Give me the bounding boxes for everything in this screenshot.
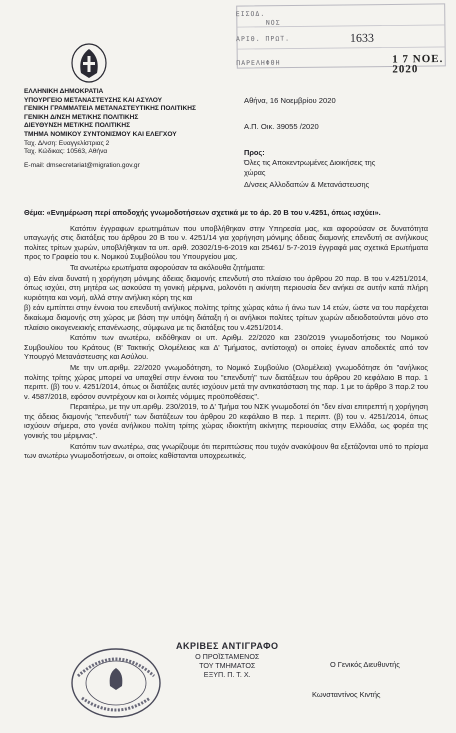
subject-line: Θέμα: «Ενημέρωση περί αποδοχής γνωμοδοτήσεων σχετικά με το άρ. 20 Β του ν.4251, όπως ισχύει».: [24, 208, 381, 217]
paragraph: Κατόπιν των ανωτέρω, εκδόθηκαν οι υπ. Αριθμ. 22/2020 και 230/2019 γνωμοδοτήσεις του Νομικού Συμβουλίου του Κράτους (Β' Τακτικής Ολομέλειας και Δ' Τμήματος, αντίστοιχα) οι οποίες έγιναν αποδεκτές από τον Υπουργό Μετανάστευσης και Ασύλου.: [24, 333, 428, 362]
stamp-line-4: ΠΑΡΕΛΗΦΘΗ: [236, 58, 281, 68]
stamp-protocol-number: 1633: [349, 30, 375, 45]
certified-line-3: ΕΞΥΠ. Π. Τ. Χ.: [203, 669, 251, 679]
header-line-1: ΕΛΛΗΝΙΚΗ ΔΗΜΟΚΡΑΤΙΑ: [24, 88, 104, 95]
recipient-line-3: Δ/νσεις Αλλοδαπών & Μετανάστευσης: [244, 180, 370, 189]
stamp-date: 1 7 ΝΟΕ. 2020: [392, 52, 444, 76]
place-date: Αθήνα, 16 Νοεμβρίου 2020: [244, 96, 336, 105]
issuing-authority-header: [24, 88, 234, 170]
header-postcode: Ταχ. Κώδικας: 10563, Αθήνα: [24, 148, 108, 156]
recipient-line-1: Όλες τις Αποκεντρωμένες Διοικήσεις της: [244, 158, 376, 167]
paragraph: α) Εάν είναι δυνατή η χορήγηση μόνιμης άδειας διαμονής επενδυτή στο πλαίσιο του άρθρου 20 παρ. Β του ν.4251/2014, όπως ισχύει, στη μητέρα ως ασκούσα τη γονική μέριμνα, μολονότι η ακίνητη περιουσία δεν ανήκει σε αυτήν κατά πλήρη κυριότητα και νομή, αλλά στην ανήλικη κόρη της και: [24, 273, 428, 302]
header-line-3: ΓΕΝΙΚΗ ΓΡΑΜΜΑΤΕΙΑ ΜΕΤΑΝΑΣΤΕΥΤΙΚΗΣ ΠΟΛΙΤΙΚΗΣ: [24, 105, 196, 113]
official-seal-icon: [68, 646, 164, 720]
header-line-2: ΥΠΟΥΡΓΕΙΟ ΜΕΤΑΝΑΣΤΕΥΣΗΣ ΚΑΙ ΑΣΥΛΟΥ: [24, 96, 163, 104]
stamp-line-1: ΕΙΣΟΔ.: [235, 9, 266, 19]
paragraph: Περαιτέρω, με την υπ.αριθμ. 230/2019, το Δ' Τμήμα του ΝΣΚ γνωμοδοτεί ότι "δεν είναι επιτρεπτή η χορήγηση της άδειας διαμονής "επενδυτή" των διατάξεων του άρθρου 20 κεφάλαιο Β περ. 1 περιπτ. (β) του ν. 4251/2014, όπως ισχύουν σήμερα, στο γονέα ανήλικου πολίτη τρίτης χώρας ιδιοκτήτη ακίνητης περιουσίας στην Ελλάδα, ως φορέα της γονικής του μέριμνας".: [24, 402, 428, 441]
certified-line-1: Ο ΠΡΟΪΣΤΑΜΕΝΟΣ: [195, 651, 260, 661]
header-line-4: ΓΕΝΙΚΗ Δ/ΝΣΗ ΜΕΤ/ΚΗΣ ΠΟΛΙΤΙΚΗΣ: [24, 113, 139, 121]
header-line-5: ΔΙΕΥΘΥΝΣΗ ΜΕΤ/ΚΗΣ ΠΟΛΙΤΙΚΗΣ: [24, 122, 131, 130]
certified-copy-stamp: [176, 642, 278, 679]
stamp-line-2: ΝΟΣ: [265, 18, 281, 27]
paragraph: Με την υπ.αριθμ. 22/2020 γνωμοδότηση, το Νομικό Συμβούλιο (Ολομέλεια) γνωμοδότησε ότι "ανήλικος πολίτης τρίτης χώρας μπορεί να υπαχθεί στην έννοια του "επενδυτή" των διατάξεων του άρθρου 20 κεφάλαιο Β παρ. 1 περιπτ. (β) του ν. 4251/2014, όπως οι διατάξεις αυτές ισχύουν μετά την αντικατάσταση της παρ. 1 με το άρθρο 3 παρ.2 του ν. 4587/2018, εφόσον συντρέχουν και οι λοιπές νόμιμες προϋποθέσεις".: [24, 362, 428, 401]
paragraph: Κατόπιν των ανωτέρω, σας γνωρίζουμε ότι περιπτώσεις που τυχόν ανακύψουν θα εξετάζονται υπό το πρίσμα των ανωτέρω γνωμοδοτήσεων, οι οποίες καθίστανται υποχρεωτικές.: [24, 441, 428, 461]
signatory-name: Κωνσταντίνος Κιντής: [312, 690, 381, 699]
header-line-6: ΤΜΗΜΑ ΝΟΜΙΚΟΥ ΣΥΝΤΟΝΙΣΜΟΥ ΚΑΙ ΕΛΕΓΧΟΥ: [24, 130, 177, 138]
paragraph: β) εάν εμπίπτει στην έννοια του επενδυτή ανήλικος πολίτης τρίτης χώρας κάτω ή άνω των 14 ετών, ώστε να του παρέχεται δικαίωμα διαμονής στη χώρας με βάση την υπόψη διάταξη ή οι ανήλικοι πολίτες τρίτων χωρών αδειοδοτούνται μόνο στο πλαίσιο οικογενειακής επανένωσης, σύμφωνα με τις διατάξεις του ν.4251/2014.: [24, 303, 428, 332]
greek-coat-of-arms-icon: [70, 43, 108, 83]
document-body: [24, 208, 428, 462]
recipient-line-2: χώρας: [244, 168, 266, 177]
reference-number: Α.Π. Οικ. 39055 /2020: [244, 122, 319, 131]
paragraph: Τα ανωτέρω ερωτήματα αφορούσαν τα ακόλουθα ζητήματα:: [70, 262, 265, 272]
certified-title: ΑΚΡΙΒΕΣ ΑΝΤΙΓΡΑΦΟ: [176, 641, 279, 651]
recipients-label: Προς:: [244, 148, 265, 157]
signatory-role: Ο Γενικός Διευθυντής: [330, 660, 400, 669]
protocol-stamp: [235, 3, 449, 76]
certified-line-2: ΤΟΥ ΤΜΗΜΑΤΟΣ: [199, 660, 256, 670]
stamp-line-3: ΑΡΙΘ. ΠΡΩΤ.: [235, 34, 291, 44]
header-email: E-mail: dmsecretariat@migration.gov.gr: [24, 161, 140, 169]
paragraph: Κατόπιν έγγραφων ερωτημάτων που υποβλήθηκαν στην Υπηρεσία μας, και αφορούσαν σε δυνατότητα υπαγωγής στις διατάξεις του άρθρου 20 Β του ν. 4251/14 για χορήγηση μόνιμης άδειας διαμονής επενδυτή σε ανήλικους πολίτες τρίτων χωρών, υποβλήθηκαν τα υπ. αριθ. 20302/19-6-2019 και 25461/ 5-7-2019 έγγραφά μας σχετικά Ερωτήματα προς το Γραφείο του κ. Νομικού Συμβούλου του Υπουργείου μας.: [24, 223, 428, 262]
header-address: Ταχ. Δ/νση: Ευαγγελίστριας 2: [24, 139, 110, 147]
